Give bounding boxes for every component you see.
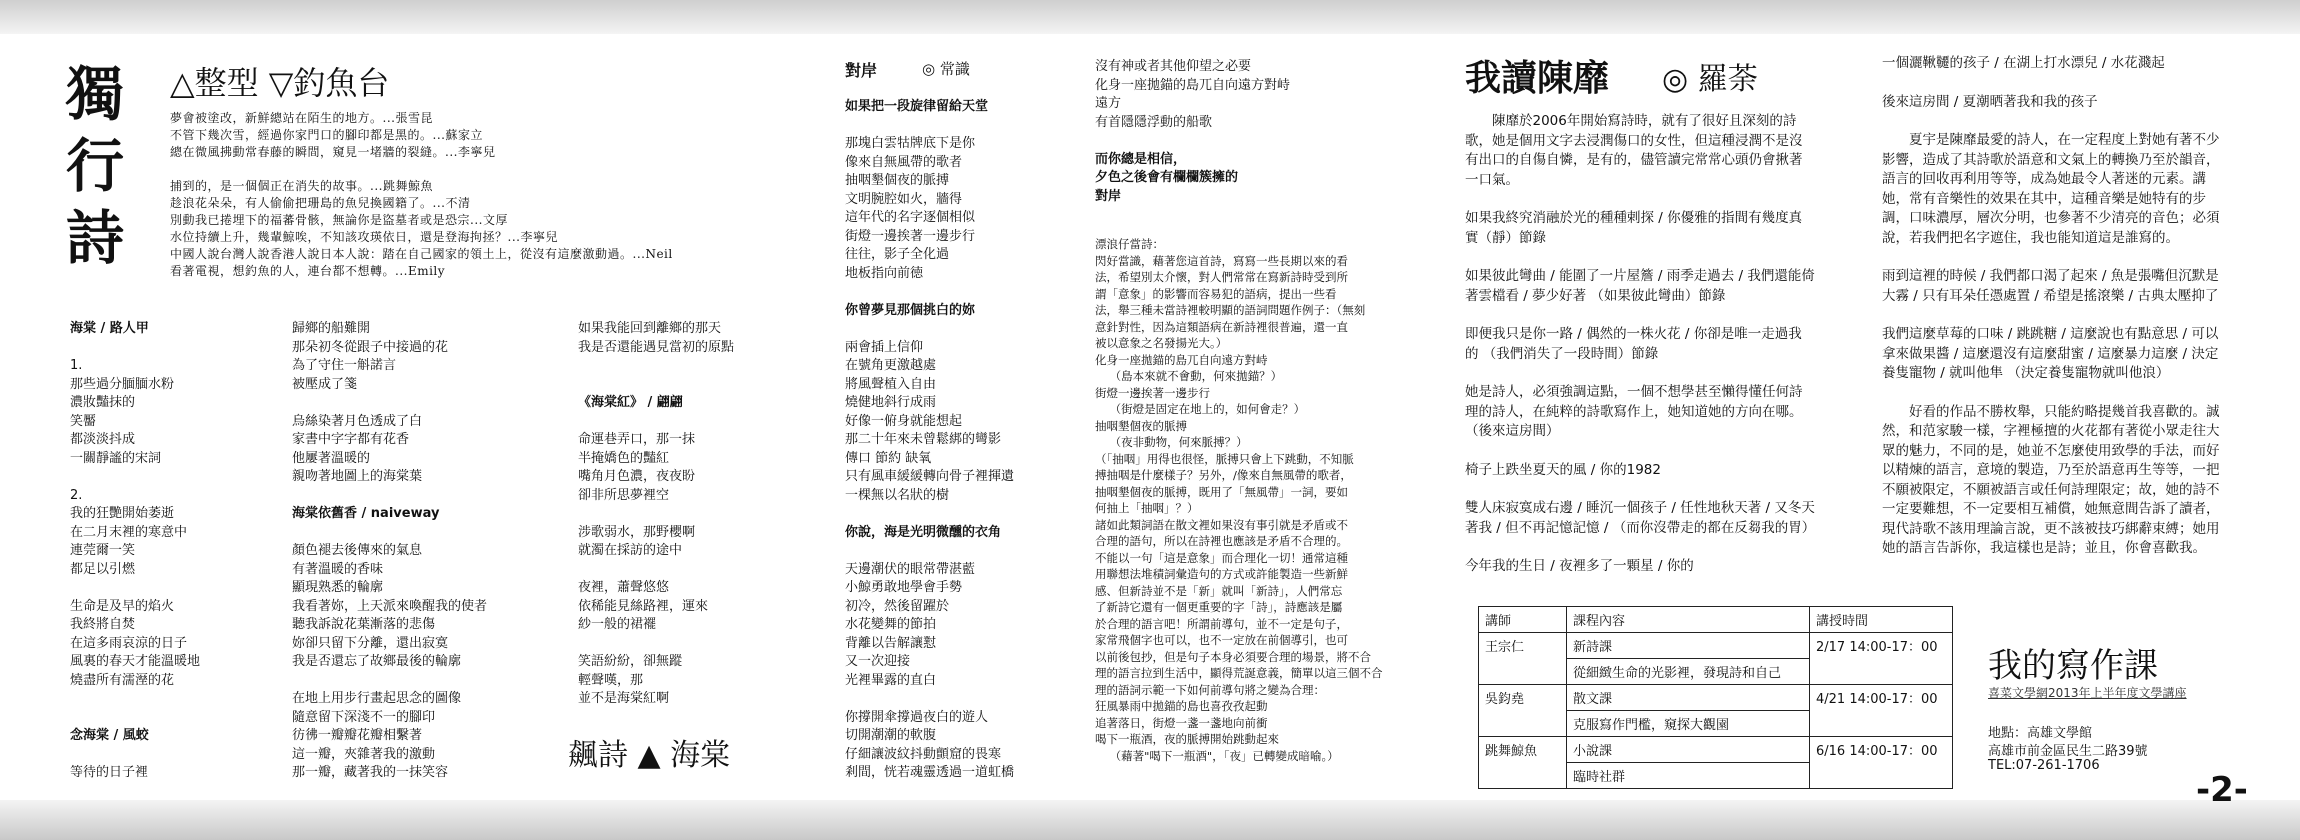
epigraph-line: 不管下幾次雪，經過你家門口的腳印都是黑的。...蘇家立 bbox=[170, 128, 483, 142]
feature-title: △整型 ▽釣魚台 bbox=[170, 64, 390, 102]
poem-line: 我看著妳，上天派來喚醒我的使者 bbox=[292, 598, 488, 614]
table-header-row bbox=[1479, 607, 1953, 633]
poem-line: 都足以引燃 bbox=[70, 561, 136, 577]
top-gray-band bbox=[0, 0, 2300, 34]
essay-paragraph: 她是詩人，必須強調這點，一個不想學甚至懶得懂任何詩理的詩人，在純粹的詩歌寫作上，她知道她的方向在哪。 （後來這房間） bbox=[1465, 384, 1803, 439]
poem-line bbox=[845, 505, 1075, 524]
poem-line: 好像一俯身就能想起 bbox=[845, 413, 963, 429]
note-line: （街燈是固定在地上的，如何會走？） bbox=[1095, 402, 1306, 416]
poem-line: 初冷，然後留躍於 bbox=[845, 598, 950, 614]
poem-line: 將風聲植入自由 bbox=[845, 376, 937, 392]
poem-line: 我終將自焚 bbox=[70, 617, 136, 632]
course-table bbox=[1478, 606, 1953, 789]
note-line: 法，舉三種未當詩裡較明顯的語詞問題作例子：（無刻 bbox=[1095, 303, 1366, 317]
time-cell: 6/16 14:00-17：00 bbox=[1810, 737, 1953, 789]
teacher-cell: 吳鈞堯 bbox=[1479, 685, 1567, 737]
vertical-title-char: 獨 bbox=[65, 60, 124, 128]
poem-line: 輕聲嘆，那 bbox=[578, 672, 644, 688]
poem-line: 光裡畢露的直白 bbox=[845, 672, 937, 688]
poem-line bbox=[292, 672, 552, 691]
poem-line: 那朵初冬從跟子中接過的花 bbox=[292, 339, 449, 355]
topic-cell: 臨時社群 bbox=[1567, 763, 1810, 789]
note-line: 抽咽墾個夜的脈搏 bbox=[1095, 418, 1187, 433]
poem-line: 等待的日子裡 bbox=[70, 765, 149, 780]
poem-line: 抽咽墾個夜的脈搏 bbox=[845, 173, 950, 188]
note-line: （「抽咽」用得也很怪，脈搏只會上下跳動，不知脈 bbox=[1095, 451, 1354, 466]
poem-line: 背離以告解讓懟 bbox=[845, 635, 937, 651]
poem-line: 命運巷弄口，那一抹 bbox=[578, 432, 696, 447]
note-line: 合理的語句，所以在詩裡也應該是矛盾不合理的。 bbox=[1095, 534, 1348, 548]
poem-line: 烏絲染著月色透成了白 bbox=[292, 413, 423, 429]
poem-line bbox=[578, 635, 798, 654]
poem-line: 海棠依舊香 / naiveway bbox=[292, 506, 440, 521]
essay-paragraph: 如果彼此彎曲 / 能圍了一片屋簷 / 雨季走過去 / 我們還能倚著雲檔看 / 夢少好著 （如果彼此彎曲）節錄 bbox=[1465, 268, 1815, 304]
poem-line: 半掩嬌色的豔紅 bbox=[578, 450, 670, 466]
epigraph-line: 中國人說台灣人說香港人說日本人說：踏在自己國家的領土上，從沒有這麼激動過。...Neil bbox=[170, 247, 673, 261]
table-header: 講師 bbox=[1479, 607, 1567, 633]
note-line: （藉著"喝下一瓶酒"，「夜」已轉變成暗喻。） bbox=[1095, 748, 1339, 763]
essay-paragraph: 如果我終究消融於光的種種剌探 / 你優雅的指間有幾度真實（靜）節錄 bbox=[1465, 210, 1803, 246]
note-line: （島本來就不會動，何來拋錨？） bbox=[1095, 369, 1283, 383]
poem-line: 被壓成了箋 bbox=[292, 376, 358, 392]
note-line: 感、但新詩並不是「新」就叫「新詩」，人們常忘 bbox=[1095, 583, 1343, 598]
poem-line: 對岸 bbox=[1095, 188, 1122, 204]
poem-column-3 bbox=[578, 320, 798, 709]
essay-left-column bbox=[1465, 112, 1815, 596]
poem-line: 為了守住一斛諾言 bbox=[292, 358, 397, 373]
poem-line: 有著溫暖的香味 bbox=[292, 561, 384, 577]
poem-line: 地板指向前徳 bbox=[845, 265, 924, 281]
poem-line: 兩會插上信仰 bbox=[845, 339, 924, 355]
note-line: 理的語詞示範一下如何前導句將之變為合理： bbox=[1095, 682, 1325, 697]
poem-line bbox=[845, 690, 1075, 709]
essay-paragraph: 陳靡於2006年開始寫詩時，就有了很好且深刻的詩歌，她是個用文字去浸潤傷口的女性，但這種浸潤不是沒有出口的自傷自憐，是有的，儘管讀完常常心頭仍會揪著一口氣。 bbox=[1465, 113, 1803, 188]
essay-paragraph: 後來這房間 / 夏潮晒著我和我的孩子 bbox=[1882, 93, 2098, 110]
poem-line bbox=[578, 376, 798, 395]
poem-author: ◎ 常識 bbox=[922, 60, 970, 78]
poem-line: 親吻著地圖上的海棠葉 bbox=[292, 469, 423, 484]
poem-line bbox=[70, 579, 280, 598]
epigraph bbox=[170, 110, 730, 280]
poem-line: 嘴角月色濃，夜夜盼 bbox=[578, 469, 696, 484]
poem-line: 《海棠紅》 / 翩翩 bbox=[578, 395, 683, 410]
topic-cell: 散文課 bbox=[1567, 685, 1810, 711]
essay-right-column bbox=[1882, 54, 2227, 578]
poem-line bbox=[70, 746, 280, 765]
poem-column-2 bbox=[292, 320, 552, 783]
essay-paragraph: 我們這麼草莓的口味 / 跳跳糖 / 這麼說也有點意思 / 可以拿來做果醬 / 這麼還沒有這麼甜蜜 / 這麼暴力這麼 / 決定養隻寵物 / 就叫他隼 （決定養隻寵物就叫他浪） bbox=[1882, 326, 2219, 381]
poem-line: 念海棠 / 風蛟 bbox=[70, 728, 149, 743]
ad-tel: TEL:07-261-1706 bbox=[1988, 758, 2100, 773]
poem-line: 1. bbox=[70, 358, 83, 373]
poem-line: 你撐開傘撐過夜白的遊人 bbox=[845, 709, 989, 725]
poem-column-1 bbox=[70, 320, 280, 783]
table-row bbox=[1479, 737, 1953, 763]
topic-cell: 從細緻生命的光影裡，發現詩和自己 bbox=[1567, 659, 1810, 685]
poem-line: 小鯨勇敢地學會手勢 bbox=[845, 580, 963, 595]
poem-line: 卻非所思夢裡空 bbox=[578, 487, 670, 503]
poem-line: 連莞爾一笑 bbox=[70, 543, 136, 558]
teacher-cell: 跳舞鯨魚 bbox=[1479, 737, 1567, 789]
topic-cell: 小說課 bbox=[1567, 737, 1810, 763]
poem-line: 一棵無以名狀的樹 bbox=[845, 487, 950, 503]
poem-line: 文明腕腔如火，牆得 bbox=[845, 191, 963, 207]
note-line: 追著落日，街燈一盞一盞地向前衝 bbox=[1095, 715, 1268, 730]
epigraph-line: 水位持續上升，幾輩鯨唉，不知該攻瑛依日，還是登海拘拯？...李寧兒 bbox=[170, 230, 558, 244]
poem-line: 我的狂艷開始萎逝 bbox=[70, 506, 175, 521]
poem-line: 都淡淡抖成 bbox=[70, 432, 136, 447]
page-number: -2- bbox=[2196, 770, 2248, 810]
poem-line: 聽我訴說花葉漸落的悲傷 bbox=[292, 617, 436, 632]
bottom-gray-band bbox=[0, 800, 2300, 840]
poem-line bbox=[578, 561, 798, 580]
epigraph-line: 捕到的，是一個個正在消失的故事。...跳舞鯨魚 bbox=[170, 179, 433, 193]
poem-line bbox=[578, 357, 798, 376]
poem-line: 顯現熟悉的輪廓 bbox=[292, 580, 384, 595]
poem-column-5 bbox=[1095, 58, 1355, 206]
note-line: 街燈一邊挨著一邊步行 bbox=[1095, 385, 1210, 400]
epigraph-line: 趁浪花朵朵，有人偷偷把珊島的魚兒換國籍了。...不清 bbox=[170, 196, 471, 210]
poem-line: 化身一座拋錨的島兀自向遠方對峙 bbox=[1095, 77, 1291, 93]
poem-line: 如果把一段旋律留給天堂 bbox=[845, 99, 989, 114]
essay-title: 我讀陳靡 bbox=[1465, 57, 1610, 99]
poem-column-4 bbox=[845, 98, 1075, 783]
note-line: 家常飛個字也可以，也不一定放在前個導引，也可 bbox=[1095, 633, 1348, 647]
note-line: 喝下一瓶酒，夜的脈搏開始跳動起來 bbox=[1095, 732, 1279, 746]
poem-line: 家書中字字都有花香 bbox=[292, 432, 410, 447]
table-header: 講授時間 bbox=[1810, 607, 1953, 633]
poem-line: 夜裡，蕭聲悠悠 bbox=[578, 580, 670, 595]
teacher-cell: 王宗仁 bbox=[1479, 633, 1567, 685]
poem-line: 遠方 bbox=[1095, 96, 1122, 111]
poem-line: 燒健地斜行成雨 bbox=[845, 395, 937, 410]
note-line: 用聯想法堆積詞彙造句的方式或許能製造一些新鮮 bbox=[1095, 567, 1348, 581]
poem-line: 你曾夢見那個挑白的妳 bbox=[845, 302, 976, 318]
poem-line: 妳卻只留下分離，還出寂寞 bbox=[292, 635, 449, 651]
essay-paragraph: 一個灑鞦韆的孩子 / 在湖上打水漂兒 / 水花濺起 bbox=[1882, 55, 2165, 71]
note-line: 搏抽咽是什麼樣子？另外，/像來自無風帶的歌者， bbox=[1095, 468, 1352, 482]
poem-line: 這年代的名字逐個相似 bbox=[845, 210, 976, 225]
essay-author: ◎ 羅荼 bbox=[1662, 62, 1758, 97]
poem-line: 那一瓣，藏著我的一抹笑容 bbox=[292, 765, 449, 780]
essay-paragraph: 雙人床寂寞成右邊 / 睡沉一個孩子 / 任性地秋天著 / 又冬天著我 / 但不再記憶記憶 / （而你沒帶走的都在反芻我的胃） bbox=[1465, 500, 1816, 536]
poem-line: 彷彿一瓣瓣花瓣相繫著 bbox=[292, 728, 423, 743]
poem-line: 在二月末裡的寒意中 bbox=[70, 524, 188, 540]
poem-line bbox=[578, 505, 798, 524]
epigraph-line: 別動我已捲埋下的福蕃骨骸，無論你是盜墓者或是恐宗...文厚 bbox=[170, 213, 508, 227]
poem-line: 2. bbox=[70, 487, 83, 503]
essay-paragraph: 椅子上跌坐夏天的風 / 你的1982 bbox=[1465, 461, 1661, 478]
poem-line: 街燈一邊挨著一邊步行 bbox=[845, 228, 976, 244]
course-table-wrap bbox=[1478, 606, 1953, 789]
note-line: 漂浪仔當詩： bbox=[1095, 237, 1164, 251]
poem-line: 如果我能回到離鄉的那天 bbox=[578, 321, 722, 336]
poem-line: 歸鄉的船難開 bbox=[292, 321, 371, 336]
poem-line: 而你總是相信， bbox=[1095, 151, 1187, 167]
ad-address: 高雄市前金區民生二路39號 bbox=[1988, 744, 2148, 759]
table-row bbox=[1479, 633, 1953, 659]
ad-title: 我的寫作課 bbox=[1988, 646, 2158, 686]
poem-line bbox=[845, 283, 1075, 302]
poem-line: 切開潮潮的軟腹 bbox=[845, 728, 937, 743]
poem-line: 生命是及早的焰火 bbox=[70, 598, 175, 614]
poem-line: 剎間，恍若魂靈透過一道虹橋 bbox=[845, 765, 1015, 780]
poem-line bbox=[292, 524, 552, 543]
poem-line: 那些過分腼腼水粉 bbox=[70, 376, 175, 392]
poem-line: 那塊白雲牯牌底下是你 bbox=[845, 136, 976, 151]
topic-cell: 新詩課 bbox=[1567, 633, 1810, 659]
poem-line: 天邊潮伏的眼常帶湛藍 bbox=[845, 561, 976, 577]
note-line: 抽咽墾個夜的脈搏，既用了「無風帶」一詞，要如 bbox=[1095, 484, 1348, 499]
poem-line: 傳口 節約 缺氧 bbox=[845, 450, 932, 466]
epigraph-line: 看著電視，想釣魚的人，連台都不想轉。...Emily bbox=[170, 264, 446, 278]
poem-line: 就濁在採訪的途中 bbox=[578, 543, 683, 558]
poem-line: 往往，影子全化過 bbox=[845, 247, 950, 262]
poem-line bbox=[845, 117, 1075, 136]
poem-line: 你說，海是光明微醺的衣角 bbox=[845, 524, 1002, 540]
epigraph-line: 總在微風拂動常春藤的瞬間，窺見一堵牆的裂縫。...李寧兒 bbox=[170, 145, 496, 159]
note-line: 被以意象之名發揚光大。） bbox=[1095, 336, 1228, 350]
note-line: 諸如此類詞語在散文裡如果沒有事引就是矛盾或不 bbox=[1095, 517, 1348, 532]
epigraph-line bbox=[170, 161, 730, 178]
epigraph-line: 夢會被塗改，新鮮總站在陌生的地方。...張雪昆 bbox=[170, 111, 433, 125]
footer-poem-title: 飆詩 ▲ 海棠 bbox=[568, 738, 731, 773]
vertical-title-char: 行 bbox=[65, 132, 124, 200]
poem-line bbox=[845, 542, 1075, 561]
essay-paragraph: 今年我的生日 / 夜裡多了一顆星 / 你的 bbox=[1465, 558, 1694, 574]
ad-subtitle: 喜菜文學網2013年上半年度文學講座 bbox=[1988, 686, 2187, 700]
note-line: 以前後包抄，但是句子本身必須要合理的場景，將不合 bbox=[1095, 649, 1371, 664]
note-line: 理的語言拉到生活中，顯得荒誕意義，簡單以這三個不合 bbox=[1095, 666, 1383, 680]
poem-line: 涉歌弱水，那野櫻啊 bbox=[578, 524, 696, 540]
topic-cell: 克服寫作門檻，窺探大觀園 bbox=[1567, 711, 1810, 737]
essay-paragraph: 好看的作品不勝枚舉，只能約略提幾首我喜歡的。誠然，和范家駿一樣，字裡極擅的火花都有著從小眾走往大眾的魅力，不同的是，她並不怎麼使用致學的手法，而好以精煉的語言，意境的製造，乃至於語意再生等等，一把不願被限定，不願被語言或任何詩理限定；故，她的詩不一定要難想，不一定要相互補償，她無意間告訴了讀者，現代詩歌不該用理論言說，更不該被技巧綁辭束縛；她用她的語言告訴你，我這樣也是詩；並且，你會喜歡我。 bbox=[1882, 403, 2220, 556]
poem-line: 沒有神或者其他仰望之必要 bbox=[1095, 59, 1252, 74]
note-line: 意針對性，因為這類語病在新詩裡很普遍，還一直 bbox=[1095, 319, 1348, 334]
poem-line: 隨意留下深淺不一的腳印 bbox=[292, 709, 436, 725]
time-cell: 4/21 14:00-17：00 bbox=[1810, 685, 1953, 737]
poem-line bbox=[70, 690, 280, 709]
poem-line bbox=[292, 394, 552, 413]
poem-line: 又一次迎接 bbox=[845, 654, 911, 669]
essay-paragraph: 夏宇是陳靡最愛的詩人，在一定程度上對她有著不少影響，造成了其詩歌於語意和文氣上的轉換乃至於韻音，語言的回收再利用等等，成為她最令人著迷的元素。講她，常有音樂性的效果在其中，這種音樂是她特有的步調，口味濃厚，層次分明，也參著不少清亮的音色；必須說，若我們把名字遮住，我也能知道這是誰寫的。 bbox=[1882, 132, 2220, 246]
poem-line: 那二十年來未曾鬆綁的彎影 bbox=[845, 432, 1002, 447]
essay-paragraph: 即便我只是你一路 / 偶然的一株火花 / 你卻是唯一走過我的 （我們消失了一段時間）節錄 bbox=[1465, 326, 1802, 362]
poem-line: 風裏的春天才能溫暖地 bbox=[70, 654, 201, 669]
poem-line bbox=[70, 339, 280, 358]
note-line: 法，希望別太介懷，對人們常常在寫新詩時受到所 bbox=[1095, 270, 1348, 284]
poem-line: 水花變舞的節拍 bbox=[845, 617, 937, 632]
poem-line: 這一瓣，夾雜著我的激動 bbox=[292, 746, 436, 762]
poem-line: 一關靜謐的宋詞 bbox=[70, 450, 162, 466]
note-line: 狂風暴雨中拋錨的島也喜孜孜起動 bbox=[1095, 699, 1268, 713]
note-line: 化身一座拋錨的島兀自向遠方對峙 bbox=[1095, 352, 1268, 367]
poem-line: 有首隱隱浮動的船歌 bbox=[1095, 114, 1213, 130]
table-row bbox=[1479, 685, 1953, 711]
note-line: 閃好當識，藉著您這首詩，寫寫一些長期以來的看 bbox=[1095, 253, 1348, 268]
poem-line: 在地上用步行畫起思念的圖像 bbox=[292, 691, 462, 706]
poem-line: 笑靨 bbox=[70, 413, 97, 429]
time-cell: 2/17 14:00-17：00 bbox=[1810, 633, 1953, 685]
note-line: 了新詩它還有一個更重要的字「詩」，詩應該是屬 bbox=[1095, 600, 1343, 614]
poem-line: 我是否還忘了故鄉最後的輪廓 bbox=[292, 654, 462, 669]
poem-line bbox=[1095, 132, 1355, 151]
poem-line: 顏色褪去後傳來的氣息 bbox=[292, 543, 423, 558]
poem-line: 只有風車緩緩轉向骨子裡揮遺 bbox=[845, 469, 1015, 484]
poem-title-duian: 對岸 bbox=[845, 61, 878, 80]
poem-line: 笑語紛紛，卻無蹤 bbox=[578, 654, 683, 669]
poem-line: 並不是海棠紅啊 bbox=[578, 691, 670, 706]
poem-line: 燒盡所有濡溼的花 bbox=[70, 672, 175, 688]
editor-notes bbox=[1095, 236, 1425, 764]
poem-line: 濃妝豔抹的 bbox=[70, 395, 136, 410]
essay-paragraph: 雨到這裡的時候 / 我們都口渴了起來 / 魚是張嘴但沉默是大霧 / 只有耳朵任憑處置 / 希望是搖滾樂 / 古典太壓抑了 bbox=[1882, 268, 2219, 304]
poem-line: 海棠 / 路人甲 bbox=[70, 321, 149, 336]
note-line: （夜非動物，何來脈搏？） bbox=[1095, 435, 1248, 449]
poem-line: 夕色之後會有欄欄簇擁的 bbox=[1095, 170, 1239, 185]
note-line: 不能以一句「這是意象」而合理化一切！通常這種 bbox=[1095, 550, 1348, 565]
poem-line: 紗一般的裙襬 bbox=[578, 617, 657, 632]
poem-line: 依稀能見絲路裡，運來 bbox=[578, 598, 709, 614]
vertical-title bbox=[62, 58, 128, 274]
poem-line: 仔細讓波紋抖動顫窟的畏寒 bbox=[845, 746, 1002, 762]
poem-line bbox=[292, 487, 552, 506]
poem-line bbox=[70, 709, 280, 728]
note-line: 何抽上「抽咽」？） bbox=[1095, 501, 1199, 515]
ad-place: 地點：高雄文學館 bbox=[1988, 726, 2093, 741]
poem-line bbox=[845, 320, 1075, 339]
table-header: 課程內容 bbox=[1567, 607, 1810, 633]
poem-line bbox=[578, 413, 798, 432]
note-line: 於合理的語言吧！所謂前導句，並不一定是句子， bbox=[1095, 616, 1348, 631]
note-line: 謂「意象」的影響而容易犯的語病，提出一些看 bbox=[1095, 286, 1337, 301]
poem-line: 在號角更激越處 bbox=[845, 358, 937, 373]
poem-line bbox=[70, 468, 280, 487]
poem-line: 他屢著溫暖的 bbox=[292, 450, 371, 466]
poem-line: 在這多雨哀涼的日子 bbox=[70, 635, 188, 651]
vertical-title-char: 詩 bbox=[65, 204, 124, 272]
poem-line: 我是否還能遇見當初的原點 bbox=[578, 339, 735, 355]
poem-line: 像來自無風帶的歌者 bbox=[845, 154, 963, 170]
